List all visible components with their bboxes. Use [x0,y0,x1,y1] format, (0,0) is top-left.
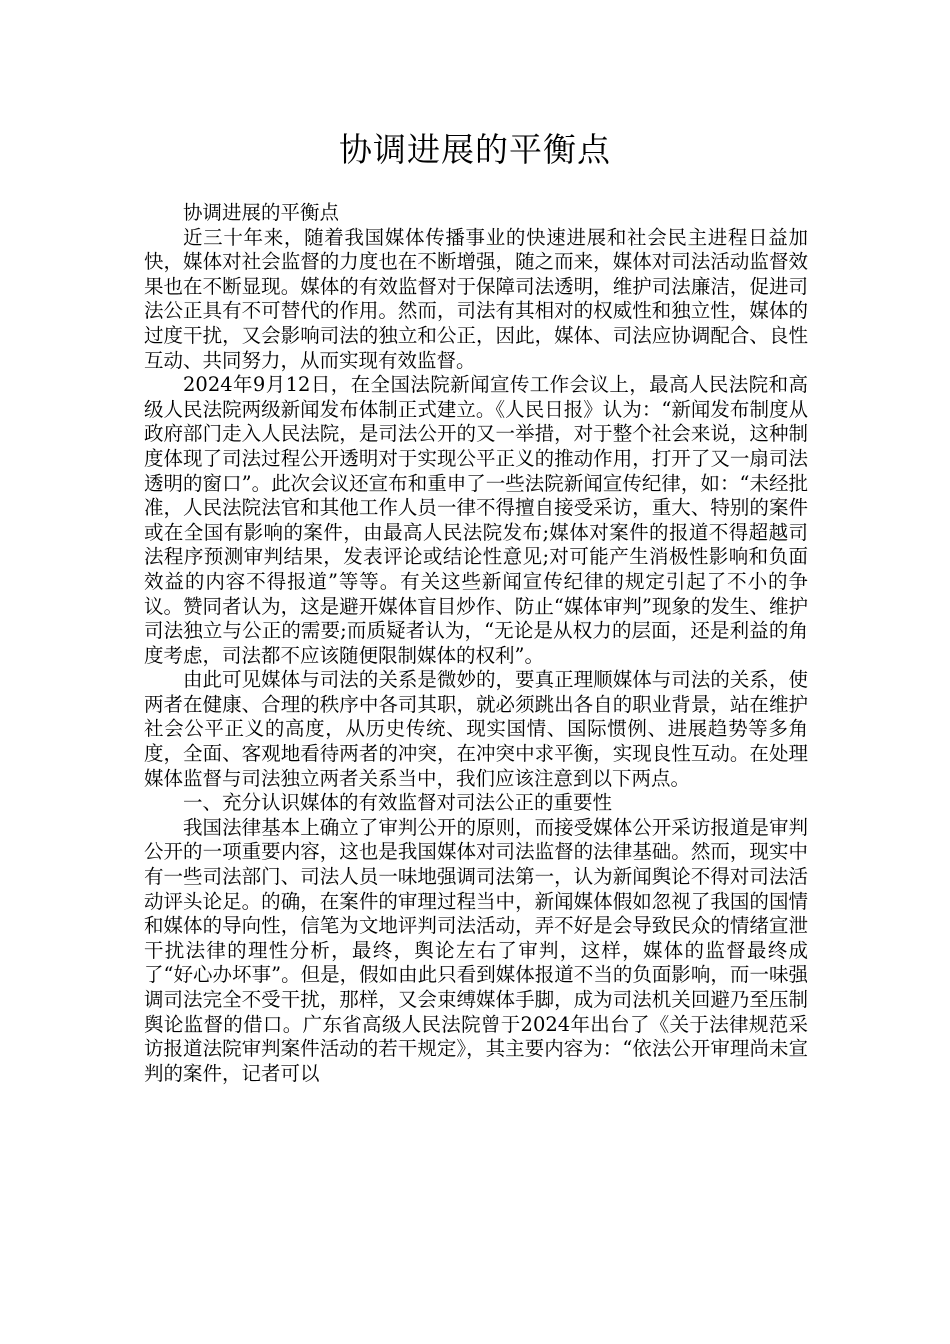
page-title: 协调进展的平衡点 [339,130,611,169]
paragraph-heading: 协调进展的平衡点 [183,201,340,224]
document-body [144,201,808,1086]
paragraph-relationship: 由此可见媒体与司法的关系是微妙的，要真正理顺媒体与司法的关系，使两者在健康、合理的秩序中各司其职，就必须跳出各自的职业背景，站在维护社会公平正义的高度，从历史传统、现实国情、国际惯例、进展趋势等多角度，全面、客观地看待两者的冲突，在冲突中求平衡，实现良性互动。在处理媒体监督与司法独立两者关系当中，我们应该注意到以下两点。 [144,668,808,790]
paragraph-intro: 近三十年来，随着我国媒体传播事业的快速进展和社会民主进程日益加快，媒体对社会监督的力度也在不断增强，随之而来，媒体对司法活动监督效果也在不断显现。媒体的有效监督对于保障司法透明，维护司法廉洁，促进司法公正具有不可替代的作用。然而，司法有其相对的权威性和独立性，媒体的过度干扰，又会影响司法的独立和公正，因此，媒体、司法应协调配合、良性互动、共同努力，从而实现有效监督。 [144,225,808,372]
paragraph-open-trial: 我国法律基本上确立了审判公开的原则，而接受媒体公开采访报道是审判公开的一项重要内容，这也是我国媒体对司法监督的法律基础。然而，现实中有一些司法部门、司法人员一味地强调司法第一，认为新闻舆论不得对司法活动评头论足。的确，在案件的审理过程当中，新闻媒体假如忽视了我国的国情和媒体的导向性，信笔为文地评判司法活动，弄不好是会导致民众的情绪宣泄干扰法律的理性分析，最终，舆论左右了审判，这样，媒体的监督最终成了“好心办坏事”。但是，假如由此只看到媒体报道不当的负面影响，而一味强调司法完全不受干扰，那样，又会束缚媒体手脚，成为司法机关回避乃至压制舆论监督的借口。广东省高级人民法院曾于2024年出台了《关于法律规范采访报道法院审判案件活动的若干规定》，其主要内容为：“依法公开审理尚未宣判的案件，记者可以 [144,815,808,1085]
paragraph-press-release-system: 2024年9月12日，在全国法院新闻宣传工作会议上，最高人民法院和高级人民法院两级新闻发布体制正式建立。《人民日报》认为：“新闻发布制度从政府部门走入人民法院，是司法公开的又一举措，对于整个社会来说，这种制度体现了司法过程公开透明对于实现公平正义的推动作用，打开了又一扇司法透明的窗口”。此次会议还宣布和重申了一些法院新闻宣传纪律，如：“未经批准，人民法院法官和其他工作人员一律不得擅自接受采访，重大、特别的案件或在全国有影响的案件，由最高人民法院发布;媒体对案件的报道不得超越司法程序预测审判结果，发表评论或结论性意见;对可能产生消极性影响和负面效益的内容不得报道”等等。有关这些新闻宣传纪律的规定引起了不小的争议。赞同者认为，这是避开媒体盲目炒作、防止“媒体审判”现象的发生、维护司法独立与公正的需要;而质疑者认为，“无论是从权力的层面，还是利益的角度考虑，司法都不应该随便限制媒体的权利”。 [144,373,808,667]
section-heading-one: 一、充分认识媒体的有效监督对司法公正的重要性 [183,791,613,815]
